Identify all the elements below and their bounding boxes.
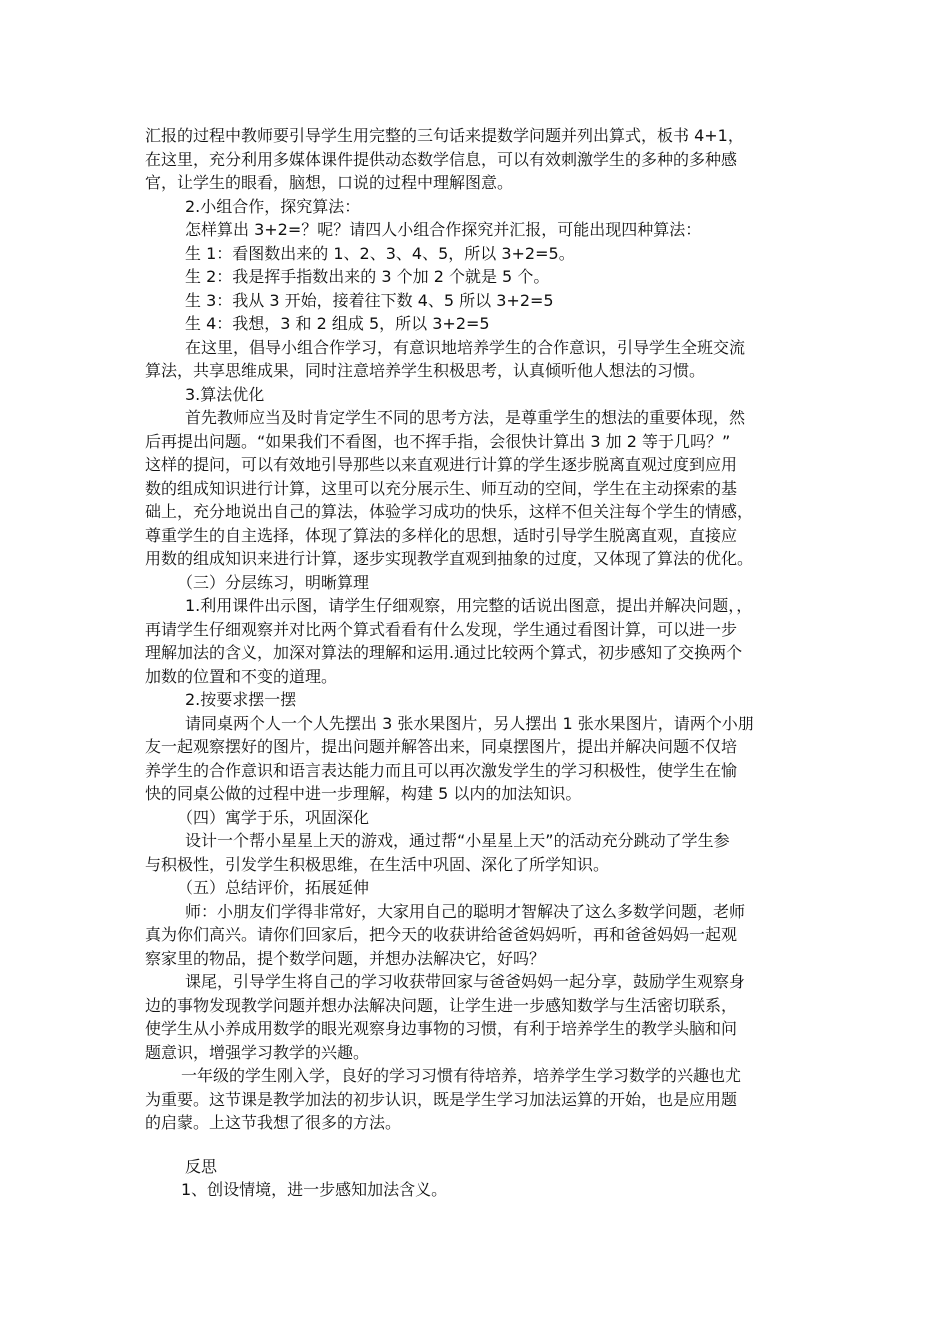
paragraph-line: 察家里的物品，提个数学问题，并想办法解决它，好吗？ [145, 948, 546, 968]
paragraph-line: 础上，充分地说出自己的算法，体验学习成功的快乐，这样不但关注每个学生的情感， [145, 502, 754, 521]
paragraph-line: 的启蒙。上这节我想了很多的方法。 [145, 1113, 402, 1132]
paragraph-line: 生 4：我想，3 和 2 组成 5，所以 3+2=5 [185, 314, 490, 333]
paragraph-line: 加数的位置和不变的道理。 [145, 666, 338, 686]
paragraph-line: 这样的提问，可以有效地引导那些以来直观进行计算的学生逐步脱离直观过度到应用 [145, 455, 738, 474]
paragraph-line: 真为你们高兴。请你们回家后，把今天的收获讲给爸爸妈妈听，再和爸爸妈妈一起观 [145, 925, 738, 944]
paragraph-line: 为重要。这节课是教学加法的初步认识，既是学生学习加法运算的开始，也是应用题 [145, 1089, 738, 1109]
blank-line [145, 1135, 810, 1155]
section-heading: 3.算法优化 [185, 384, 265, 404]
reflection-heading: 反思 [185, 1156, 218, 1176]
paragraph-line: 算法，共享思维成果，同时注意培养学生积极思考，认真倾听他人想法的习惯。 [145, 361, 706, 380]
paragraph-line: 用数的组成知识来进行计算，逐步实现教学直观到抽象的过度，又体现了算法的优化。 [145, 549, 754, 568]
paragraph-line: 与积极性，引发学生积极思维，在生活中巩固、深化了所学知识。 [145, 854, 610, 874]
paragraph-line: 尊重学生的自主选择，体现了算法的多样化的思想，适时引导学生脱离直观，直接应 [145, 525, 738, 545]
list-item: 1、创设情境，进一步感知加法含义。 [181, 1180, 448, 1199]
paragraph-line: 边的事物发现教学问题并想办法解决问题，让学生进一步感知数学与生活密切联系， [145, 995, 738, 1015]
paragraph-line: 生 2：我是挥手指数出来的 3 个加 2 个就是 5 个。 [185, 267, 550, 286]
section-heading: （四）寓学于乐，巩固深化 [177, 807, 370, 827]
paragraph-line: 课尾，引导学生将自己的学习收获带回家与爸爸妈妈一起分享，鼓励学生观察身 [185, 972, 746, 991]
paragraph-line: 生 1：看图数出来的 1、2、3、4、5，所以 3+2=5。 [185, 243, 575, 263]
paragraph-line: 题意识，增强学习教学的兴趣。 [145, 1042, 370, 1062]
paragraph-line: 一年级的学生刚入学，良好的学习习惯有待培养，培养学生学习数学的兴趣也尤 [181, 1066, 742, 1085]
paragraph-line: 首先教师应当及时肯定学生不同的思考方法，是尊重学生的想法的重要体现，然 [185, 408, 746, 427]
section-heading: 2.小组合作，探究算法： [185, 196, 361, 216]
paragraph-line: 在这里，充分利用多媒体课件提供动态数学信息，可以有效刺激学生的多种的多种感 [145, 149, 738, 169]
paragraph-line: 生 3：我从 3 开始，接着往下数 4、5 所以 3+2=5 [185, 290, 554, 310]
paragraph-line: 快的同桌公做的过程中进一步理解，构建 5 以内的加法知识。 [145, 784, 582, 803]
paragraph-line: 养学生的合作意识和语言表达能力而且可以再次激发学生的学习积极性，使学生在愉 [145, 760, 738, 780]
document-page [145, 124, 810, 1202]
paragraph-line: 怎样算出 3+2=？呢？请四人小组合作探究并汇报，可能出现四种算法： [185, 220, 702, 239]
paragraph-line: 数的组成知识进行计算，这里可以充分展示生、师互动的空间，学生在主动探索的基 [145, 478, 738, 498]
paragraph-line: 官，让学生的眼看，脑想，口说的过程中理解图意。 [145, 173, 514, 192]
section-heading: （三）分层练习，明晰算理 [177, 572, 370, 592]
paragraph-line: 友一起观察摆好的图片，提出问题并解答出来，同桌摆图片，提出并解决问题不仅培 [145, 737, 738, 756]
paragraph-line: 后再提出问题。“如果我们不看图，也不挥手指，会很快计算出 3 加 2 等于几吗？” [145, 431, 731, 451]
section-heading: 2.按要求摆一摆 [185, 690, 297, 709]
paragraph-line: 请同桌两个人一个人先摆出 3 张水果图片，另人摆出 1 张水果图片，请两个小朋 [185, 713, 754, 733]
paragraph-line: 师：小朋友们学得非常好，大家用自己的聪明才智解决了这么多数学问题，老师 [185, 901, 746, 921]
paragraph-line: 理解加法的含义，加深对算法的理解和运用.通过比较两个算式，初步感知了交换两个 [145, 643, 743, 662]
paragraph-line: 1.利用课件出示图，请学生仔细观察，用完整的话说出图意，提出并解决问题，， [185, 596, 753, 615]
paragraph-line: 使学生从小养成用数学的眼光观察身边事物的习惯，有利于培养学生的教学头脑和问 [145, 1019, 738, 1038]
paragraph-line: 设计一个帮小星星上天的游戏，通过帮“小星星上天”的活动充分跳动了学生参 [185, 831, 730, 850]
paragraph-line: 汇报的过程中教师要引导学生用完整的三句话来提数学问题并列出算式，板书 4+1， [145, 126, 744, 145]
section-heading: （五）总结评价，拓展延伸 [177, 878, 370, 897]
paragraph-line: 再请学生仔细观察并对比两个算式看看有什么发现，学生通过看图计算，可以进一步 [145, 619, 738, 639]
paragraph-line: 在这里，倡导小组合作学习，有意识地培养学生的合作意识，引导学生全班交流 [185, 337, 746, 357]
